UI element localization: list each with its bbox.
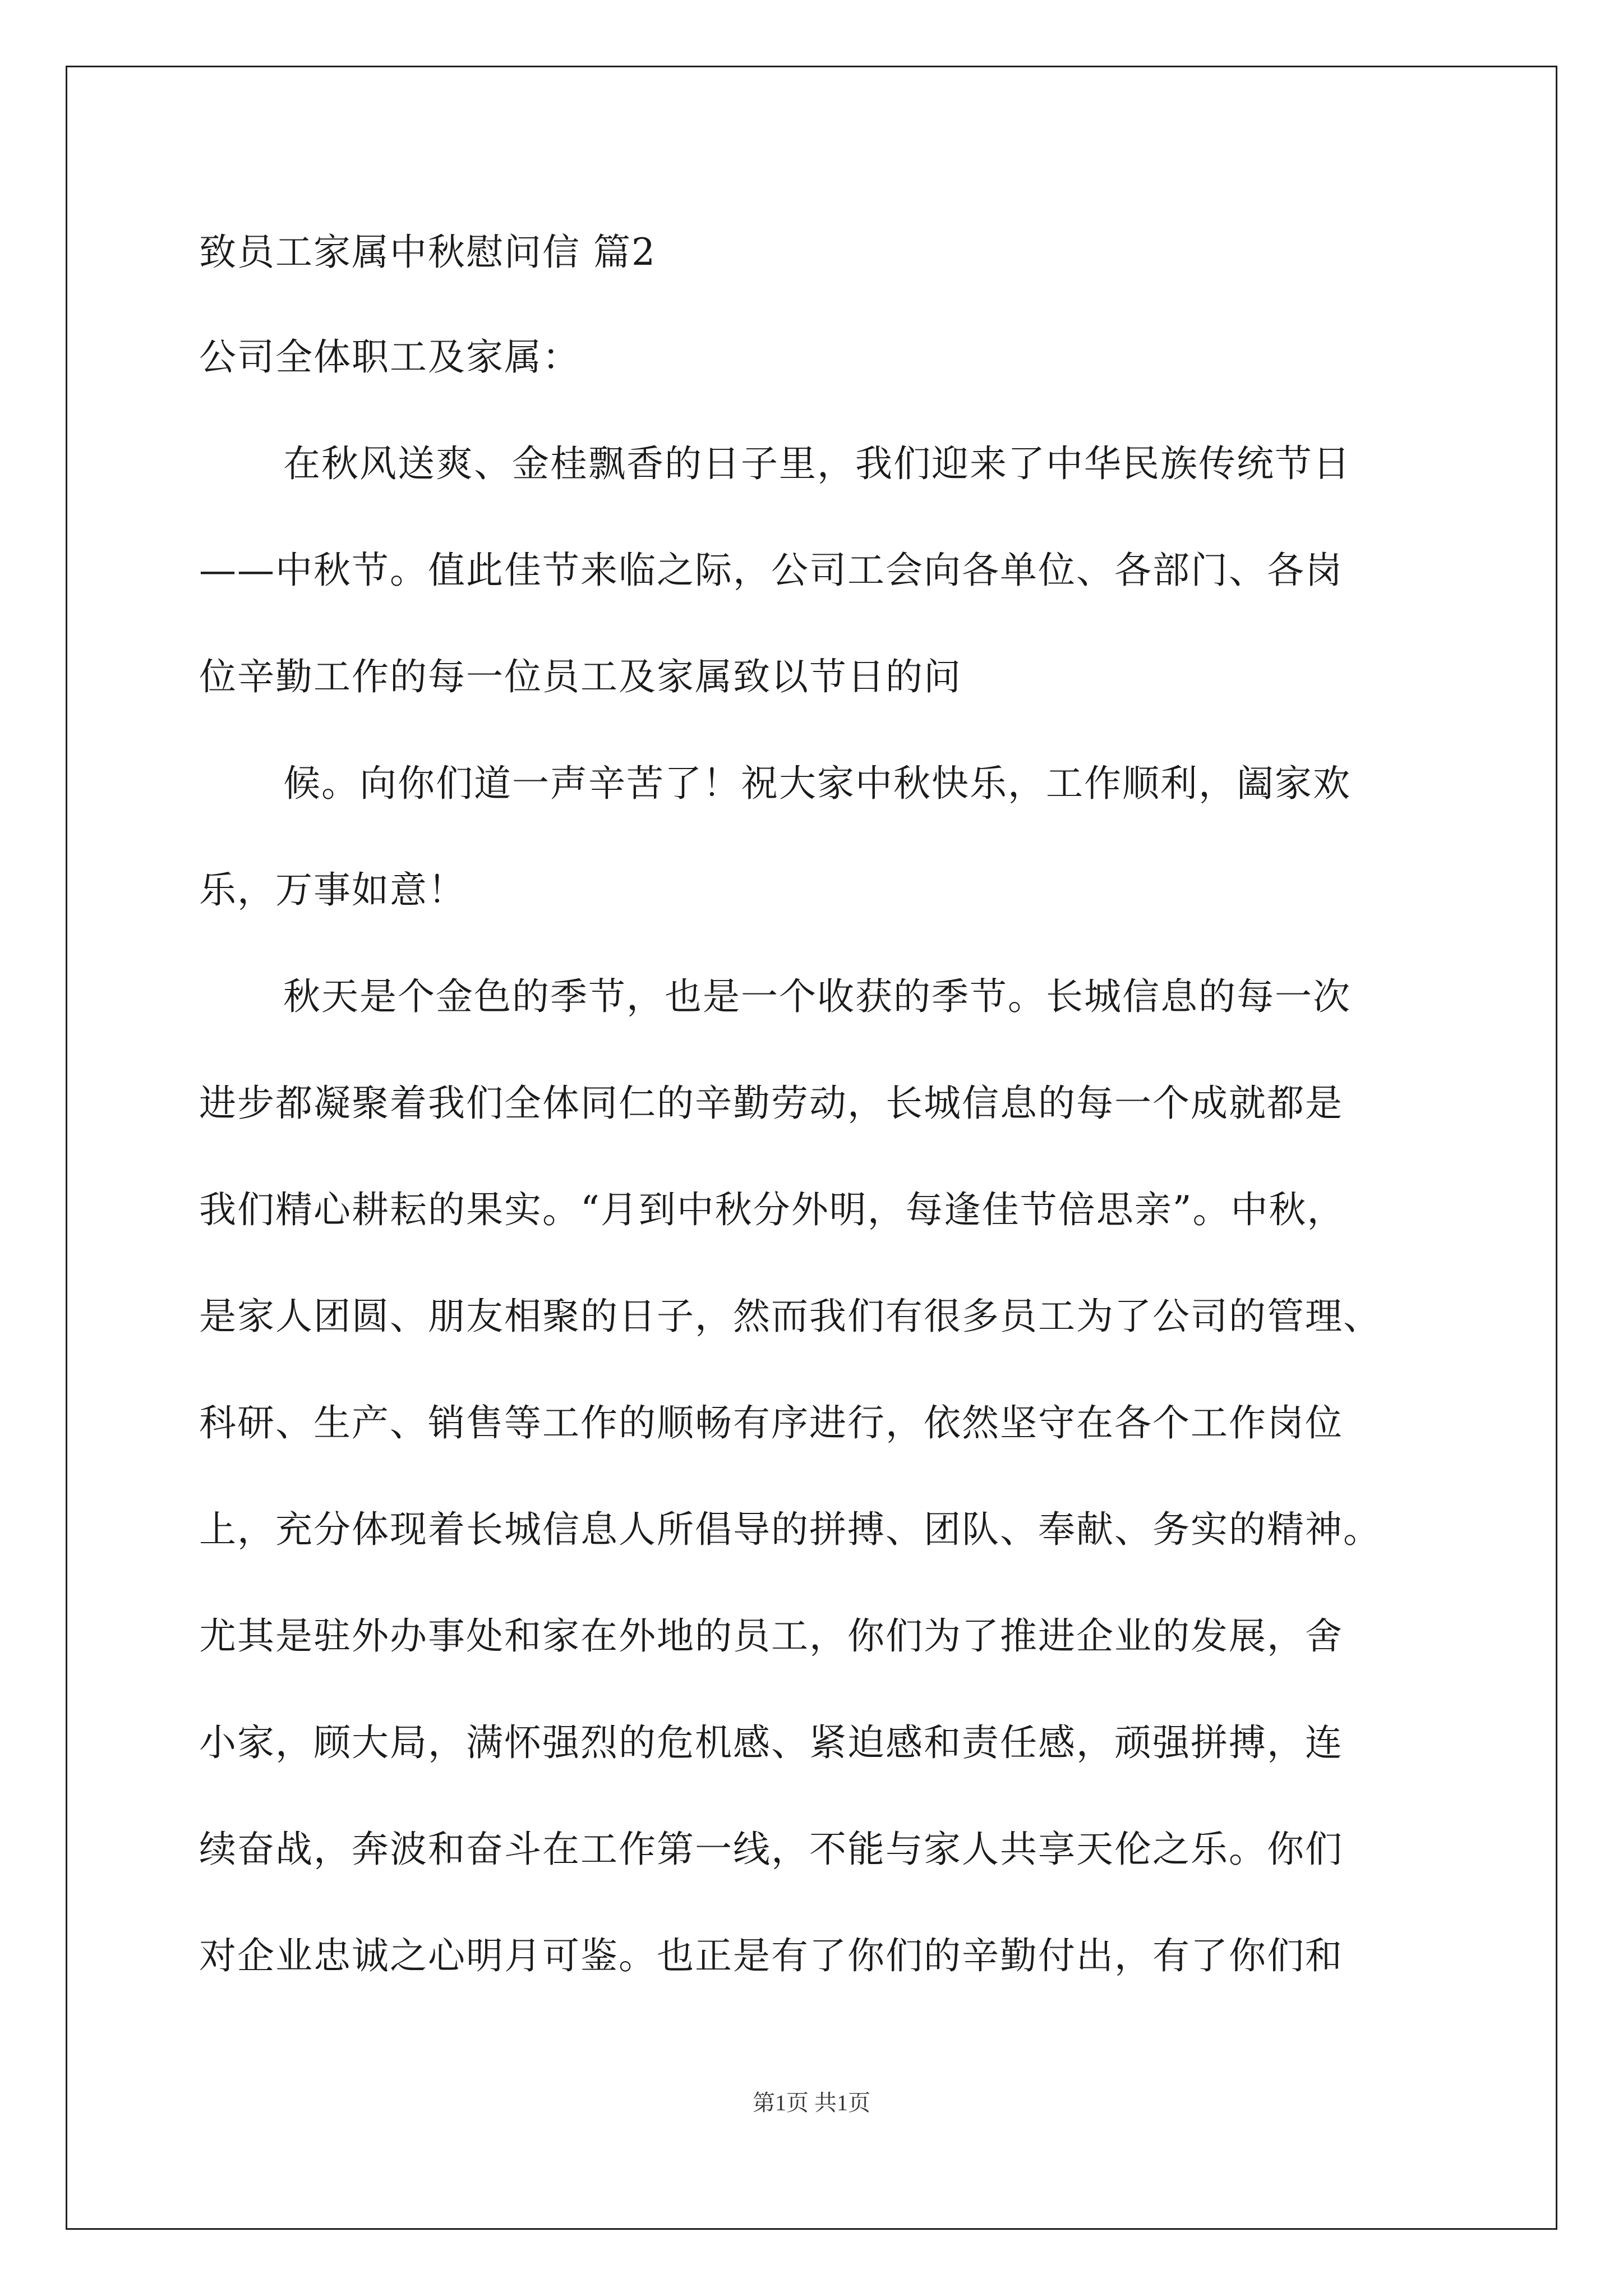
page-border [66, 66, 1557, 2230]
body-line: 科研、生产、销售等工作的顺畅有序进行，依然坚守在各个工作岗位 [199, 1401, 1343, 1444]
document-title: 致员工家属中秋慰问信 篇2 [199, 231, 656, 274]
body-line: 候。向你们道一声辛苦了！祝大家中秋快乐，工作顺利，阖家欢 [283, 762, 1351, 805]
body-line: ——中秋节。值此佳节来临之际，公司工会向各单位、各部门、各岗 [199, 549, 1343, 592]
body-line: 在秋风送爽、金桂飘香的日子里，我们迎来了中华民族传统节日 [283, 442, 1351, 485]
body-line: 对企业忠诚之心明月可鉴。也正是有了你们的辛勤付出，有了你们和 [199, 1934, 1343, 1977]
page-number-footer: 第1页 共1页 [753, 2090, 870, 2115]
body-line: 续奋战，奔波和奋斗在工作第一线，不能与家人共享天伦之乐。你们 [199, 1828, 1343, 1871]
body-line: 秋天是个金色的季节，也是一个收获的季节。长城信息的每一次 [283, 975, 1351, 1018]
body-line: 小家，顾大局，满怀强烈的危机感、紧迫感和责任感，顽强拼搏，连 [199, 1721, 1343, 1764]
body-line: 进步都凝聚着我们全体同仁的辛勤劳动，长城信息的每一个成就都是 [199, 1082, 1343, 1125]
body-line: 是家人团圆、朋友相聚的日子，然而我们有很多员工为了公司的管理、 [199, 1295, 1381, 1338]
body-line: 乐，万事如意！ [199, 868, 466, 912]
salutation: 公司全体职工及家属： [199, 335, 580, 379]
body-line: 我们精心耕耘的果实。“月到中秋分外明，每逢佳节倍思亲”。中秋， [199, 1188, 1345, 1231]
body-line: 上，充分体现着长城信息人所倡导的拼搏、团队、奉献、务实的精神。 [199, 1508, 1381, 1551]
body-line: 尤其是驻外办事处和家在外地的员工，你们为了推进企业的发展，舍 [199, 1614, 1343, 1658]
body-line: 位辛勤工作的每一位员工及家属致以节日的问 [199, 655, 962, 698]
